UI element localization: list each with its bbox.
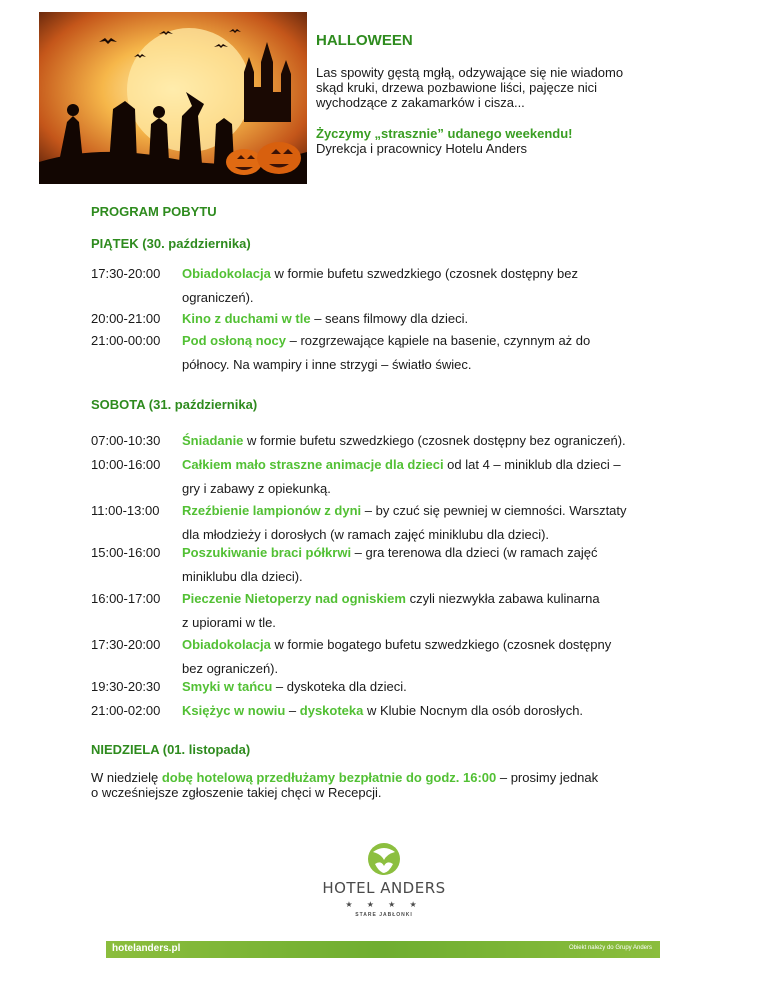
halloween-illustration [39,12,307,184]
intro-text-line: Las spowity gęstą mgłą, odzywające się nie wiadomo [316,65,624,80]
footer-bar [106,941,660,958]
footer-group: Obiekt należy do Grupy Anders [568,945,652,951]
intro-text [316,65,676,110]
footer-website[interactable]: hotelanders.pl [112,943,181,954]
event-text: czyli niezwykła zabawa kulinarna [405,591,600,606]
intro-title: HALLOWEEN [316,32,413,49]
program-title: PROGRAM POBYTU [91,204,217,219]
event-name: Księżyc w nowiu [182,703,286,718]
schedule-desc [182,541,682,589]
intro-block [316,32,676,156]
friday-title: PIĄTEK (30. października) [91,236,251,251]
schedule-desc [182,499,682,547]
schedule-desc [182,675,682,699]
event-text: – dyskoteka dla dzieci. [272,679,407,694]
schedule-desc [182,453,682,501]
event-text-cont: gry i zabawy z opiekunką. [182,481,331,496]
schedule-time: 07:00-10:30 [91,433,161,448]
schedule-time: 16:00-17:00 [91,591,161,606]
schedule-desc [182,307,682,331]
schedule-desc [182,633,682,681]
event-name: Rzeźbienie lampionów z dyni [182,503,362,518]
event-text: w formie bufetu szwedzkiego (czosnek dostępny bez [270,266,578,281]
schedule-desc [182,587,682,635]
intro-signature: Dyrekcja i pracownicy Hotelu Anders [316,141,527,156]
schedule-time: 21:00-00:00 [91,333,161,348]
event-text-cont: ograniczeń). [182,290,254,305]
schedule-desc [182,429,682,453]
schedule-time: 20:00-21:00 [91,311,161,326]
event-name: Smyki w tańcu [182,679,273,694]
sunday-text-cont: o wcześniejsze zgłoszenie takiej chęci w Recepcji. [91,785,382,800]
hotel-logo-stars: ★ ★ ★ ★ [345,900,423,909]
event-name: Pod osłoną nocy [182,333,287,348]
event-text: – rozgrzewające kąpiele na basenie, czynnym aż do [286,333,591,348]
intro-text-line: skąd kruki, drzewa pozbawione liści, pajęcze nici [316,80,598,95]
schedule-time: 21:00-02:00 [91,703,161,718]
event-name: Całkiem mało straszne animacje dla dzieci [182,457,444,472]
event-text-cont: bez ograniczeń). [182,661,279,676]
hotel-logo [320,842,448,922]
sunday-title: NIEDZIELA (01. listopada) [91,742,251,757]
sunday-text [91,770,671,800]
schedule-time: 10:00-16:00 [91,457,161,472]
hotel-logo-town: STARE JABŁONKI [355,912,413,918]
intro-text-line: wychodzące z zakamarków i cisza... [316,95,525,110]
schedule-desc [182,329,682,377]
event-name-secondary: dyskoteka [299,703,364,718]
event-text: w Klubie Nocnym dla osób dorosłych. [363,703,584,718]
schedule-desc [182,699,682,723]
intro-wish: Życzymy „strasznie” udanego weekendu! [316,126,573,141]
event-text-cont: dla młodzieży i dorosłych (w ramach zajęć miniklubu dla dzieci). [182,527,550,542]
hotel-logo-name: HOTEL ANDERS [322,879,446,897]
event-text: w formie bufetu szwedzkiego (czosnek dostępny bez ograniczeń). [243,433,626,448]
event-name: Śniadanie [182,433,244,448]
event-name: Poszukiwanie braci półkrwi [182,545,352,560]
hotel-logo-icon [367,842,401,876]
schedule-time: 17:30-20:00 [91,266,161,281]
event-name: Obiadokolacja [182,266,271,281]
event-text-cont: północy. Na wampiry i inne strzygi – światło świec. [182,357,472,372]
sunday-text-end: – prosimy jednak [496,770,599,785]
sunday-highlight: dobę hotelową przedłużamy bezpłatnie do godz. 16:00 [161,770,497,785]
saturday-title: SOBOTA (31. października) [91,397,258,412]
schedule-time: 11:00-13:00 [91,503,160,518]
event-text: – by czuć się pewniej w ciemności. Warsztaty [361,503,627,518]
event-text-cont: miniklubu dla dzieci). [182,569,303,584]
event-text: w formie bogatego bufetu szwedzkiego (czosnek dostępny [270,637,612,652]
schedule-desc [182,262,682,310]
event-name: Obiadokolacja [182,637,271,652]
event-name: Pieczenie Nietoperzy nad ogniskiem [182,591,406,606]
sunday-text-start: W niedzielę [91,770,162,785]
schedule-time: 19:30-20:30 [91,679,161,694]
event-text: – seans filmowy dla dzieci. [310,311,469,326]
schedule-time: 17:30-20:00 [91,637,161,652]
event-name: Kino z duchami w tle [182,311,311,326]
event-text: – [285,703,300,718]
event-text-cont: z upiorami w tle. [182,615,276,630]
event-text: od lat 4 – miniklub dla dzieci – [443,457,621,472]
event-text: – gra terenowa dla dzieci (w ramach zajęć [351,545,598,560]
schedule-time: 15:00-16:00 [91,545,161,560]
